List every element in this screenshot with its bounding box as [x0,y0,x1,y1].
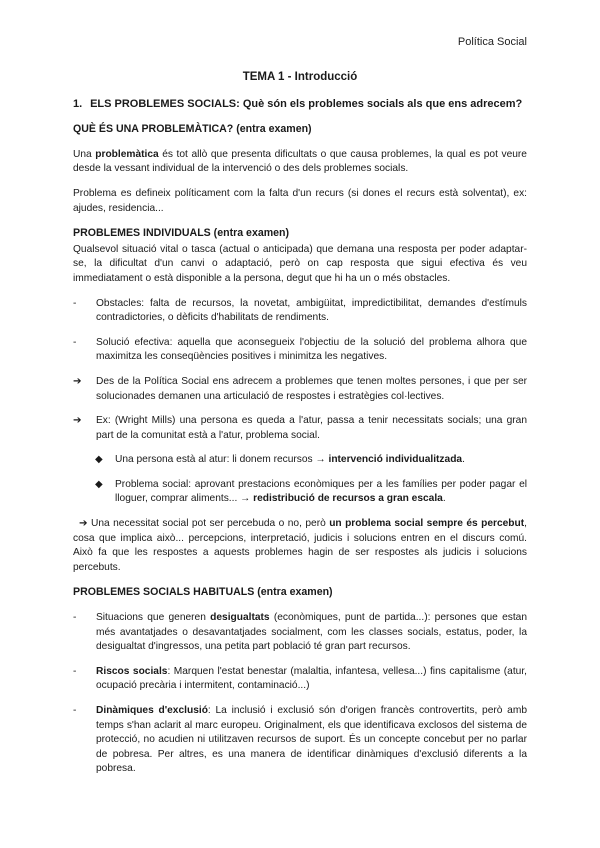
subheading-problematica: QUÈ ÉS UNA PROBLEMÀTICA? (entra examen) [73,123,312,136]
list-item: - Obstacles: falta de recursos, la novetat, ambigüitat, impredictibilitat, demandes d'estímuls contradictories, o dèficits d'habilitats de rendiments. [73,297,527,324]
list-item: - Solució efectiva: aquella que aconsegueix l'objectiu de la solució del problema alhora que maximitza les conseqüències positives i minimitza les negatives. [73,336,527,363]
subheading-problemes-habituals: PROBLEMES SOCIALS HABITUALS (entra examen) [73,586,333,599]
habituals-list [73,611,527,777]
running-header: Política Social [457,36,527,48]
list-item: ➔ Des de la Política Social ens adrecem a problemes que tenen moltes persones, i que per ser solucionades demanen una articulació de respostes i estratègies col·lectives. [73,375,527,402]
dash-bullet: - [73,665,77,677]
dash-bullet: - [73,297,77,309]
sub-list-item: ◆ Problema social: aprovant prestacions econòmiques per a les famílies per poder pagar el lloguer, comprar aliments... → redistribució de recursos a gran escala. [95,478,527,505]
subheading-problemes-individuals: PROBLEMES INDIVIDUALS (entra examen) [73,227,290,240]
section-number: 1. [73,97,83,110]
page-title: TEMA 1 - Introducció [242,71,358,83]
arrow-bullet-icon: ➔ [79,518,88,530]
section-heading [73,97,527,112]
dash-bullet: - [73,705,77,716]
paragraph-individuals-intro: Qualsevol situació vital o tasca (actual o anticipada) que demana una resposta per poder adaptar-se, la dificultat d'un canvi o adaptació, però on cap resposta que sigui efectiva és veu immediatament o està disponible a la persona, degut que hi ha un o més obstacles. [73,243,527,284]
sub-list-item: ◆ Una persona està al atur: li donem recursos → intervenció individualitzada. [95,453,527,468]
section-heading-text: ELS PROBLEMES SOCIALS: Què són els problemes socials als que ens adrecem? [90,97,523,110]
arrow-bullet-icon: ➔ [73,415,82,427]
list-item: - Riscos socials: Marquen l'estat benestar (malaltia, infantesa, vellesa...) fins capitalisme (atur, ocupació precària i intermitent, contaminació...) [73,665,527,692]
arrow-bullet-icon: ➔ [73,375,82,387]
dash-bullet: - [73,336,77,348]
dash-bullet: - [73,612,77,624]
paragraph-problema-definition: Problema es defineix políticament com la falta d'un recurs (si dones el recurs està solventat), ex: ajudes, residencia... [73,187,527,214]
paragraph-social-need-note: ➔ Una necessitat social pot ser percebuda o no, però un problema social sempre és percebut, cosa que implica això... percepcions, interpretació, judicis i solucions entren en el discurs comú. Això fa que les respostes a aquests problemes hagin de ser respostes als judicis i solucions percebuts. [73,518,527,573]
list-item: - Situacions que generen desigualtats (econòmiques, punt de partida...): persones que estan més avantatjades o desavantatjades socialment, com les classes socials, estatus, poder, la desigualtat d'ingressos, una petita part població té gran part recursos. [73,612,527,653]
diamond-bullet-icon: ◆ [95,478,103,490]
individuals-sublist [95,453,527,507]
list-item: ➔ Ex: (Wright Mills) una persona es queda a l'atur, passa a tenir necessitats socials; una gran part de la comunitat està a l'atur, problema social. [73,415,527,441]
list-item: - Dinàmiques d'exclusió: La inclusió i exclusió són d'origen francès controvertits, però amb temps s'han aclarit al marc europeu. Originalment, els que identificava exclosos del sistema de protecció, no acudien ni utilitzaven recursos de suport. És un concepte concebut per no parlar de pobresa. Per altres, es una manera de identificar dinàmiques d'exclusió diferents a la pobresa. [73,705,527,775]
individuals-list [73,297,527,444]
term-problematica: problemàtica [95,148,159,160]
diamond-bullet-icon: ◆ [95,454,103,466]
paragraph-problematica-definition: Una problemàtica és tot allò que presenta dificultats o que causa problemes, la qual es pot veure desde la vessant individual de la intervenció o des dels problemes socials. [73,148,527,175]
document-body [73,70,527,787]
